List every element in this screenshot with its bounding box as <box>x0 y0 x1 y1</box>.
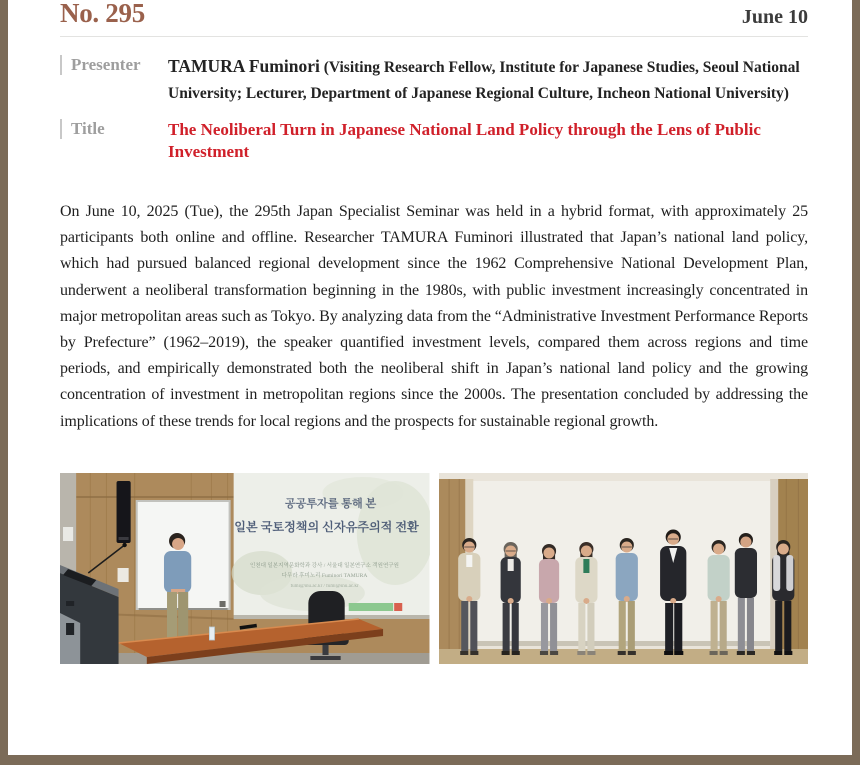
seminar-title: The Neoliberal Turn in Japanese National Land Policy through the Lens of Public Investment <box>168 120 761 161</box>
slide-banner <box>349 603 393 611</box>
page-content <box>8 0 852 664</box>
lectern-microphone <box>122 543 126 547</box>
issue-date: June 10 <box>741 6 808 28</box>
slide-sub-line3: fumi@inu.ac.kr / fumi@snu.ac.kr <box>290 583 359 589</box>
presenter-row <box>60 53 808 107</box>
slide-sub-line1: 인천대 일본지역문화학과 강사 / 서울대 일본연구소 객원연구원 <box>249 562 400 569</box>
seminar-info <box>60 53 808 163</box>
summary-paragraph: On June 10, 2025 (Tue), the 295th Japan Specialist Seminar was held in a hybrid format, with approximately 25 participants both online and offline. Researcher TAMURA Fuminori illustrated that Japan’s national land policy, which had pursued balanced regional development since the 1962 Comprehensive National Development Plan, underwent a neoliberal transformation beginning in the 1980s, with public investment increasingly concentrated in major metropolitan areas such as Tokyo. By analyzing data from the “Administrative Investment Performance Reports by Prefecture” (1962–2019), the speaker quantified investment levels, compared them across regions and time periods, and empirically demonstrated both the neoliberal shift in Japan’s national land policy and the growing concentration of investment in metropolitan regions since the 2000s. The presentation concluded by addressing the implications of these trends for local regions and the prospects for sustainable regional growth. <box>60 203 808 430</box>
photo-group-illustration <box>439 473 809 664</box>
header <box>60 0 808 37</box>
photo-row <box>60 473 808 664</box>
presenter-affiliation: (Visiting Research Fellow, Institute for Japanese Studies, Seoul National University; Lecturer, Department of Japanese Regional Culture, Incheon National University) <box>168 59 800 102</box>
presenter-label: Presenter <box>60 55 168 75</box>
presenter-value <box>168 53 808 107</box>
wall-sign <box>63 527 73 541</box>
title-label: Title <box>60 119 168 139</box>
presenter-name: TAMURA Fuminori <box>168 56 320 76</box>
photo-group <box>439 473 809 664</box>
issue-number: No. 295 <box>60 0 145 28</box>
wall-speaker <box>117 481 131 543</box>
slide-sub-line2: 다무라 후미노리 Fuminori TAMURA <box>281 572 368 579</box>
slide-title-line2: 일본 국토정책의 신자유주의적 전환 <box>234 519 419 534</box>
photo-presenter-illustration <box>60 473 430 664</box>
water-bottle <box>209 627 214 640</box>
photo-presenter <box>60 473 430 664</box>
slide-title-line1: 공공투자를 통해 본 <box>284 497 377 510</box>
title-row <box>60 117 808 163</box>
